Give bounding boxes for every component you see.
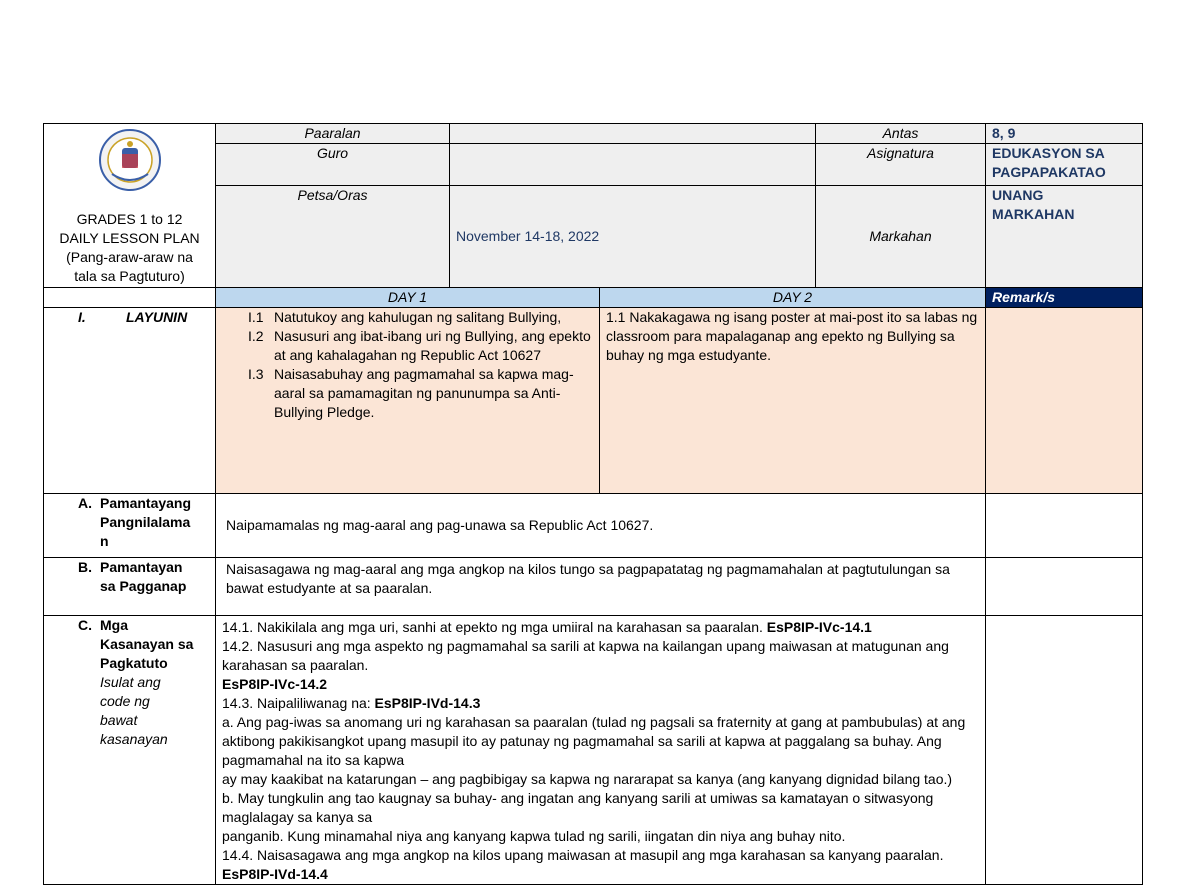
objective-item: [248, 365, 593, 422]
grade-line-1: GRADES 1 to 12: [76, 211, 183, 227]
section-label-line: Pangnilalama: [100, 514, 191, 530]
competency-line: ay may kaakibat na katarungan – ang pagbibigay sa kapwa ng nararapat sa kanya (ang kanyang dignidad bilang tao.): [222, 771, 953, 787]
competency-line: aktibong pakikisangkot upang masupil ito ay patunay ng pagmamahal sa sarili at kapwa at paggalang sa buhay. Ang pagmamahal na ito sa kapwa: [222, 733, 942, 768]
section-label-line: Kasanayan sa: [100, 636, 194, 652]
pamantayan-sa-pagganap-text: Naisasagawa ng mag-aaral ang mga angkop na kilos tungo sa pagpapatatag ng pagmamahalan at pagtutulungan sa bawat estudyante at sa paaralan.: [216, 558, 986, 616]
competency-code: EsP8IP-IVd-14.3: [374, 695, 481, 711]
petsa-value: [450, 186, 816, 288]
layunin-day1: [216, 308, 600, 494]
section-label-line: Pagkatuto: [100, 655, 168, 671]
section-label-line: Pamantayang: [100, 495, 192, 511]
guro-label: Guro: [216, 144, 450, 186]
competency-line: [222, 637, 979, 675]
objective-text: Naisasabuhay ang pagmamahal sa kapwa mag-aaral sa pamamagitan ng panunumpa sa Anti-Bullying Pledge.: [274, 366, 574, 420]
remarks-header: Remark/s: [986, 288, 1143, 308]
competency-line: [222, 618, 979, 637]
pamantayang-pangnilalaman-remarks: [986, 494, 1143, 558]
objective-text: Nasusuri ang ibat-ibang uri ng Bullying, ang epekto at ang kahalagahan ng Republic Act 10627: [274, 328, 591, 363]
guro-value: [450, 144, 816, 186]
grade-title: [50, 210, 209, 286]
grade-line-3: (Pang-araw-araw na: [66, 249, 193, 265]
pamantayan-sa-pagganap-remarks: [986, 558, 1143, 616]
section-letter: A.: [78, 495, 92, 511]
day-header-blank: [44, 288, 216, 308]
lesson-plan-page: [43, 123, 1142, 885]
header-logo-cell: [44, 124, 216, 288]
section-label-line: n: [100, 533, 109, 549]
competency-line: panganib. Kung minamahal niya ang kanyang kapwa tulad ng sarili, iingatan din niya ang buhay nito.: [222, 828, 846, 844]
section-letter: B.: [78, 559, 92, 575]
objective-num: I.3: [248, 366, 264, 382]
competency-code: EsP8IP-IVc-14.1: [766, 619, 872, 635]
competency-text: 14.4. Naisasagawa ang mga angkop na kilos upang maiwasan at masupil ang mga karahasan sa kanyang paaralan.: [222, 847, 944, 863]
markahan-value: [986, 186, 1143, 288]
petsa-label: Petsa/Oras: [216, 186, 450, 288]
day1-objectives-list: [248, 308, 593, 422]
layunin-day2: 1.1 Nakakagawa ng isang poster at mai-post ito sa labas ng classroom para mapalaganap ang epekto ng Bullying sa buhay ng mga estudyante.: [600, 308, 986, 494]
pamantayan-sa-pagganap-label-cell: [44, 558, 216, 616]
objective-num: I.1: [248, 309, 264, 325]
markahan-value-line-2: MARKAHAN: [992, 206, 1075, 222]
objective-text: Natutukoy ang kahulugan ng salitang Bullying,: [274, 309, 562, 325]
competency-line: [222, 846, 979, 884]
asignatura-label: Asignatura: [816, 144, 986, 186]
layunin-num: I.: [78, 309, 86, 325]
competency-line: a. Ang pag-iwas sa anomang uri ng karahasan sa paaralan (tulad ng pagsali sa fraternity at gang at pambubulas) at ang: [222, 714, 966, 730]
asignatura-value-line-1: EDUKASYON SA: [992, 145, 1105, 161]
kasanayan-text: [216, 616, 986, 885]
section-note-line: Isulat ang: [100, 674, 161, 690]
petsa-value-text: November 14-18, 2022: [456, 228, 600, 244]
paaralan-value: [450, 124, 816, 144]
kasanayan-remarks: [986, 616, 1143, 885]
day2-header: DAY 2: [600, 288, 986, 308]
pamantayang-pangnilalaman-label-cell: [44, 494, 216, 558]
daily-lesson-plan-table: [43, 123, 1143, 885]
section-note-line: bawat: [100, 712, 138, 728]
competency-line: [222, 694, 979, 713]
section-label-line: Pamantayan: [100, 559, 183, 575]
asignatura-value-line-2: PAGPAPAKATAO: [992, 164, 1106, 180]
markahan-value-line-1: UNANG: [992, 187, 1044, 203]
layunin-label-cell: [44, 308, 216, 494]
section-label-line: Mga: [100, 617, 128, 633]
day1-header: DAY 1: [216, 288, 600, 308]
layunin-remarks: [986, 308, 1143, 494]
asignatura-value: [986, 144, 1143, 186]
section-letter: C.: [78, 617, 92, 633]
competency-text: 14.3. Naipaliliwanag na:: [222, 695, 375, 711]
section-note-line: code ng: [100, 693, 150, 709]
objective-num: I.2: [248, 328, 264, 344]
section-note-line: kasanayan: [100, 731, 168, 747]
pamantayang-pangnilalaman-text: Naipamamalas ng mag-aaral ang pag-unawa sa Republic Act 10627.: [216, 494, 986, 558]
grade-line-2: DAILY LESSON PLAN: [59, 230, 200, 246]
markahan-label: Markahan: [816, 186, 986, 288]
competency-code: EsP8IP-IVc-14.2: [222, 676, 328, 692]
deped-seal-icon: [98, 128, 162, 192]
objective-item: [248, 327, 593, 365]
objective-item: [248, 308, 593, 327]
section-label-line: sa Pagganap: [100, 578, 187, 594]
paaralan-label: Paaralan: [216, 124, 450, 144]
competency-line: b. May tungkulin ang tao kaugnay sa buhay- ang ingatan ang kanyang sarili at umiwas sa kamatayan o sitwasyong maglalagay sa kanya sa: [222, 790, 934, 825]
competency-text: 14.1. Nakikilala ang mga uri, sanhi at epekto ng mga umiiral na karahasan sa paaralan.: [222, 619, 767, 635]
grade-line-4: tala sa Pagtuturo): [74, 268, 185, 284]
competency-code: EsP8IP-IVd-14.4: [222, 866, 328, 882]
competency-text: 14.2. Nasusuri ang mga aspekto ng pagmamahal sa sarili at kapwa na kailangan upang maiwasan at matugunan ang karahasan sa paaralan.: [222, 638, 949, 673]
layunin-label: LAYUNIN: [126, 309, 188, 325]
antas-value: 8, 9: [986, 124, 1143, 144]
kasanayan-label-cell: [44, 616, 216, 885]
antas-label: Antas: [816, 124, 986, 144]
